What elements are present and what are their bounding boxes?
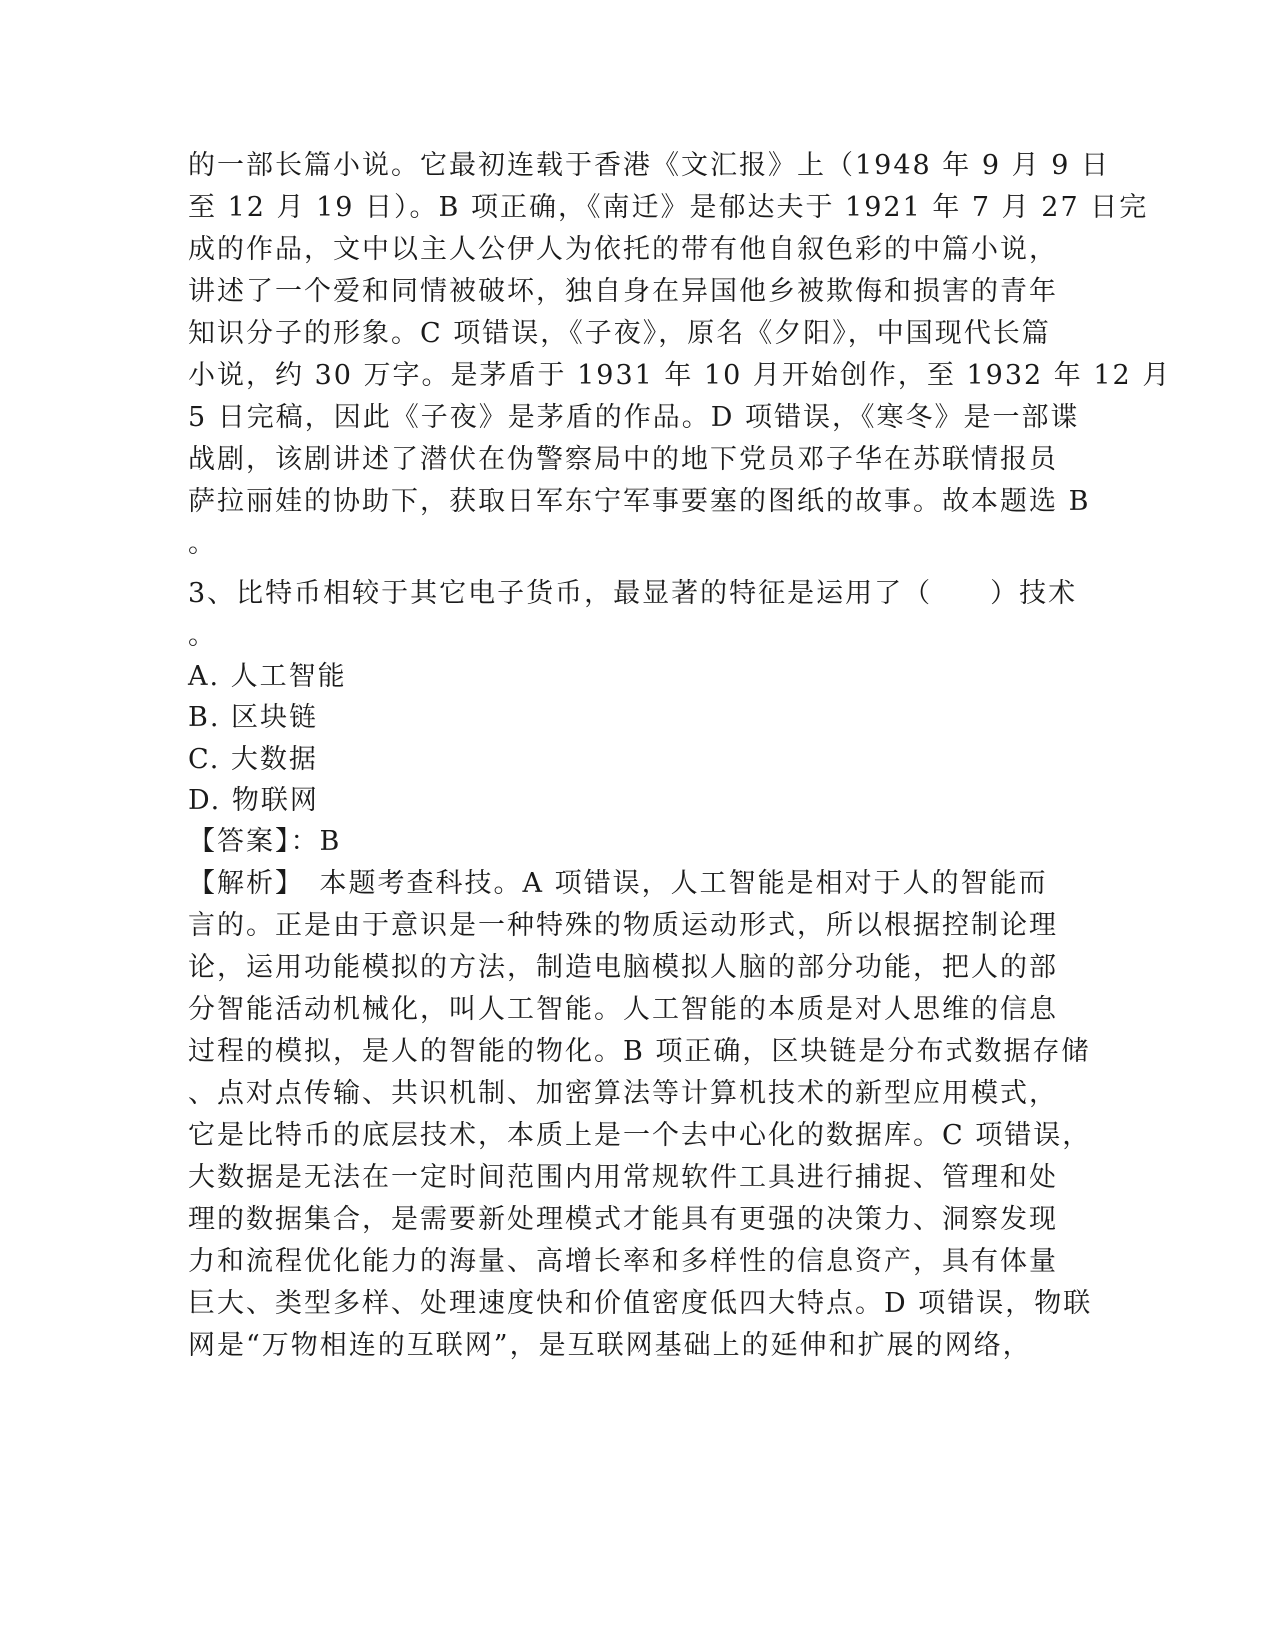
text-line: 论，运用功能模拟的方法，制造电脑模拟人脑的部分功能，把人的部 <box>188 952 1058 983</box>
text-line: 知识分子的形象。C 项错误，《子夜》，原名《夕阳》，中国现代长篇 <box>188 318 1051 349</box>
option-b: B. 区块链 <box>188 702 319 733</box>
analysis-line: 【解析】 本题考查科技。A 项错误，人工智能是相对于人的智能而 <box>188 868 1048 899</box>
text-line: 战剧，该剧讲述了潜伏在伪警察局中的地下党员邓子华在苏联情报员 <box>188 444 1058 475</box>
text-line: 力和流程优化能力的海量、高增长率和多样性的信息资产，具有体量 <box>188 1246 1058 1277</box>
text-line: 言的。正是由于意识是一种特殊的物质运动形式，所以根据控制论理 <box>188 910 1058 941</box>
option-c: C. 大数据 <box>188 744 318 775</box>
option-d: D. 物联网 <box>188 785 319 816</box>
text-line: 小说，约 30 万字。是茅盾于 1931 年 10 月开始创作，至 1932 年 12 月 <box>188 360 1172 391</box>
text-line: 成的作品，文中以主人公伊人为依托的带有他自叙色彩的中篇小说， <box>188 234 1058 265</box>
text-line: 理的数据集合，是需要新处理模式才能具有更强的决策力、洞察发现 <box>188 1204 1058 1235</box>
text-line: 过程的模拟，是人的智能的物化。B 项正确，区块链是分布式数据存储 <box>188 1036 1091 1067</box>
text-line: 它是比特币的底层技术，本质上是一个去中心化的数据库。C 项错误， <box>188 1120 1092 1151</box>
text-line: 萨拉丽娃的协助下，获取日军东宁军事要塞的图纸的故事。故本题选 B <box>188 486 1091 517</box>
text-line: 的一部长篇小说。它最初连载于香港《文汇报》上（1948 年 9 月 9 日 <box>188 150 1110 181</box>
text-line: 网是“万物相连的互联网”，是互联网基础上的延伸和扩展的网络， <box>188 1330 1032 1361</box>
text-line: 5 日完稿，因此《子夜》是茅盾的作品。D 项错误，《寒冬》是一部谍 <box>188 402 1080 433</box>
option-a: A. 人工智能 <box>188 661 347 692</box>
answer-line: 【答案】：B <box>188 826 342 857</box>
text-line: 至 12 月 19 日）。B 项正确，《南迁》是郁达夫于 1921 年 7 月 27 日完 <box>188 192 1149 223</box>
text-line: 讲述了一个爱和同情被破坏，独自身在异国他乡被欺侮和损害的青年 <box>188 276 1058 307</box>
text-line: 。 <box>188 620 217 651</box>
question-stem: 3、比特币相较于其它电子货币，最显著的特征是运用了（ ）技术 <box>188 578 1078 609</box>
text-line: 大数据是无法在一定时间范围内用常规软件工具进行捕捉、管理和处 <box>188 1162 1058 1193</box>
text-line: 。 <box>188 528 217 559</box>
text-line: 、点对点传输、共识机制、加密算法等计算机技术的新型应用模式， <box>188 1078 1058 1109</box>
text-line: 巨大、类型多样、处理速度快和价值密度低四大特点。D 项错误，物联 <box>188 1288 1093 1319</box>
text-line: 分智能活动机械化，叫人工智能。人工智能的本质是对人思维的信息 <box>188 994 1058 1025</box>
